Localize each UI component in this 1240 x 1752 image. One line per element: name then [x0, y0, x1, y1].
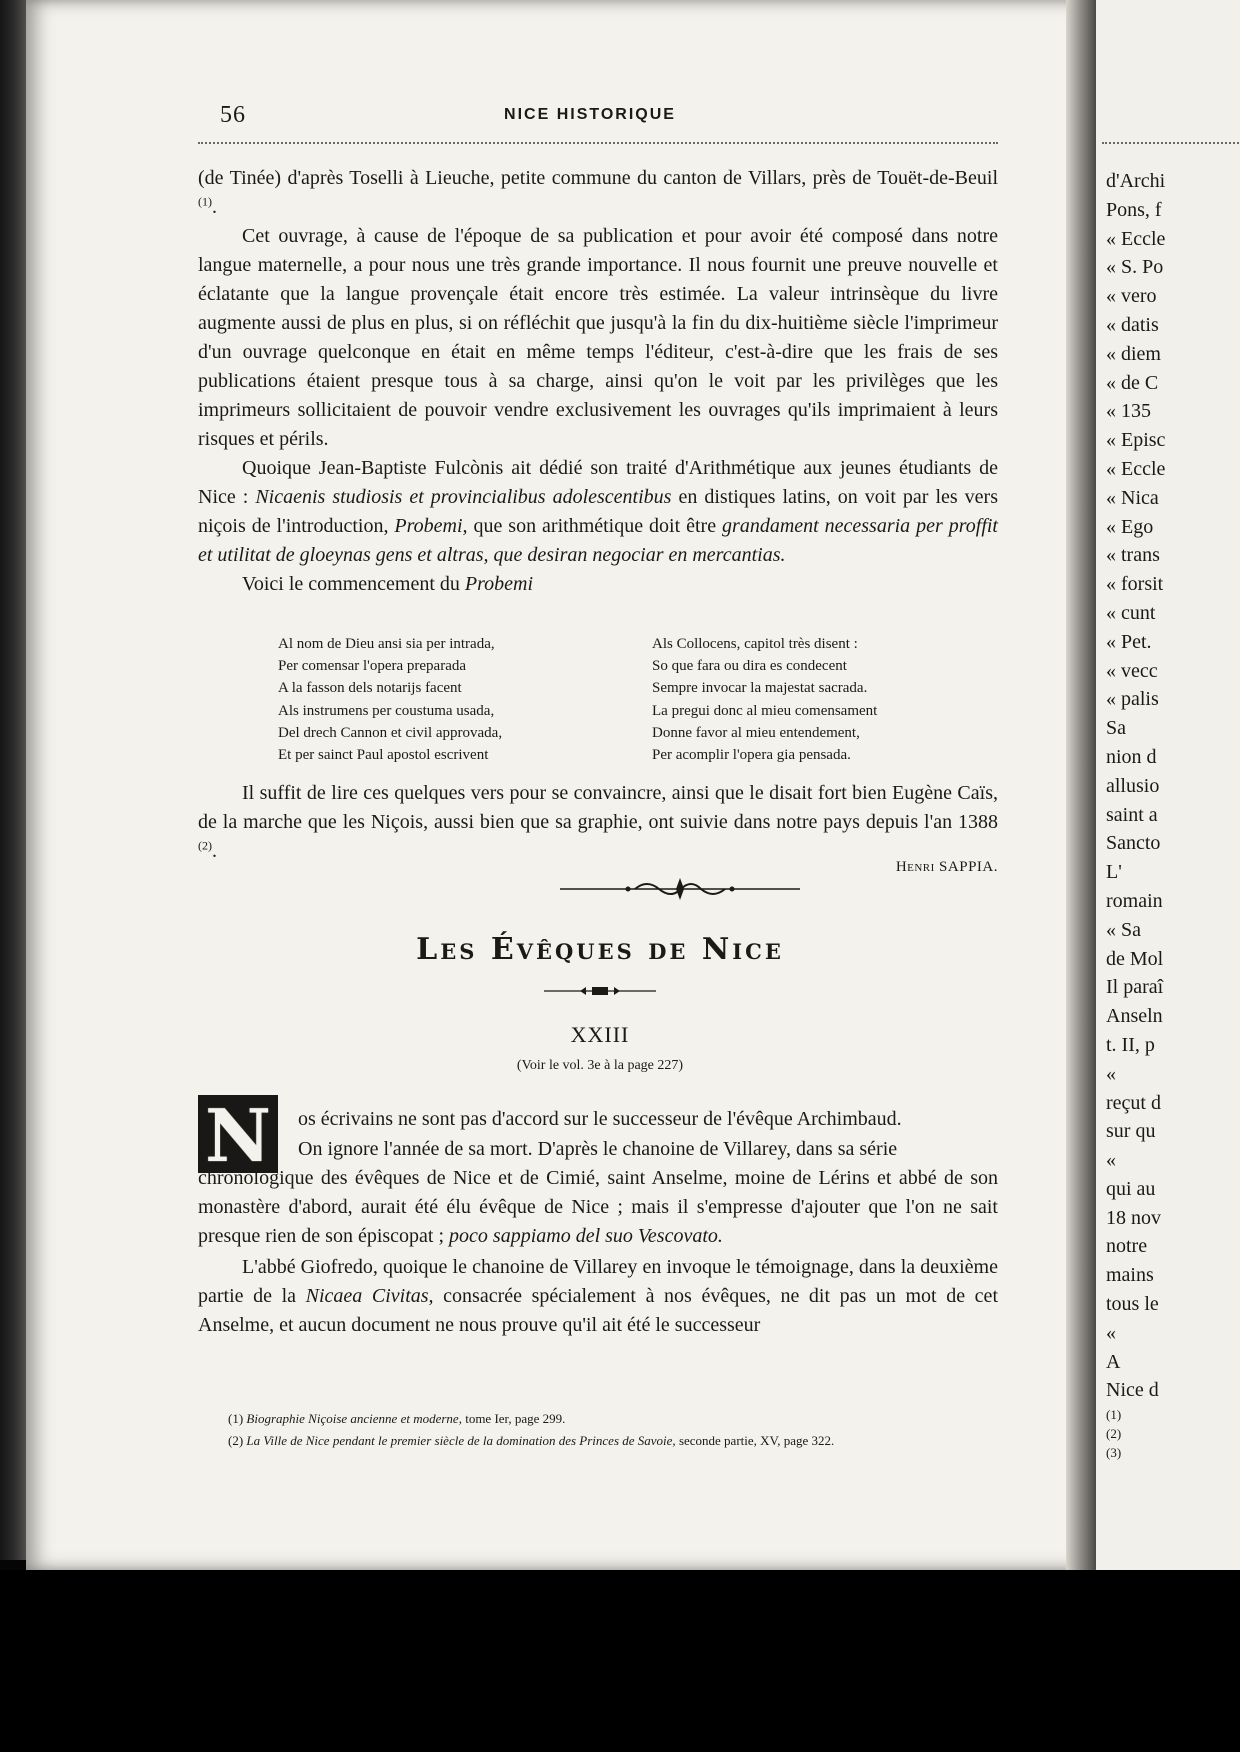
footnote: [228, 1408, 1008, 1430]
italic-title: Probemi: [464, 573, 534, 595]
next-page-line: « Sa: [1106, 918, 1141, 941]
chapter-reference: (Voir le vol. 3e à la page 227): [516, 1058, 684, 1073]
paragraph-text: Il suffit de lire ces quelques vers pour se convaincre, ainsi que le disait fort bien Eugène Caïs, de la marche que les Niçois, aussi bien que sa graphie, ont suivie dans notre pays depuis l'an 1388: [198, 782, 998, 833]
paragraph: [198, 454, 998, 570]
next-page-line: mains: [1106, 1264, 1154, 1287]
next-page-line: notre: [1106, 1235, 1148, 1258]
verse-line: A la fasson dels notarijs facent: [278, 680, 462, 697]
footnote-text: seconde partie, XV, page 322.: [675, 1433, 835, 1448]
footnote-number: (1): [228, 1411, 244, 1426]
verse-line: Del drech Cannon et civil approvada,: [278, 724, 503, 741]
next-page-line: A: [1106, 1350, 1121, 1373]
next-page-line: « Episc: [1106, 429, 1166, 452]
next-page-line: Anseln: [1106, 1005, 1163, 1028]
next-page-text-fragments: [1106, 167, 1165, 1462]
next-page-line: « de C: [1106, 371, 1159, 394]
verse-line: Donne favor al mieu entendement,: [652, 724, 860, 741]
next-page-line: allusio: [1106, 774, 1160, 797]
next-page-line: reçut d: [1106, 1091, 1161, 1114]
next-page-line: Il paraî: [1106, 976, 1164, 999]
next-page-line: (1): [1106, 1407, 1122, 1423]
page-number: 56: [220, 102, 246, 128]
verse-line: La pregui donc al mieu comensament: [652, 702, 878, 719]
paragraph: [198, 779, 998, 866]
paragraph-text: chronologique des évêques de Nice et de Cimié, saint Anselme, moine de Lérins et abbé de son monastère d'abord, aurait été élu évêque de Nice ; mais il s'empresse d'ajouter que l'on ne sait presque rien de son épiscopat ;: [198, 1167, 998, 1247]
verse-line: Et per sainct Paul apostol escrivent: [278, 747, 489, 764]
next-page-line: sur qu: [1106, 1120, 1156, 1143]
next-page-line: « Pet.: [1106, 630, 1152, 653]
next-page-line: « cunt: [1106, 601, 1156, 624]
latin-phrase: Nicaenis studiosis et provincialibus adolescentibus: [255, 486, 672, 508]
verse-column-right: [652, 633, 992, 766]
paragraph-text: consacrée spécialement à nos évêques, ne dit pas un mot de cet Anselme, et aucun document ne nous prouve qu'il ait été le successeur: [198, 1285, 998, 1336]
chapter-number: XXIII: [570, 1022, 630, 1047]
book-gutter: [1066, 0, 1100, 1570]
italic-title: Probemi,: [394, 515, 468, 537]
next-page-head-rule: [1102, 142, 1240, 144]
next-page-line: romain: [1106, 889, 1163, 912]
initial-letter: N: [205, 1093, 271, 1178]
running-title: NICE HISTORIQUE: [504, 106, 676, 123]
paragraph-text: Voici le commencement du: [242, 573, 465, 595]
next-page-line: de Mol: [1106, 947, 1164, 970]
next-page-line: «: [1106, 1149, 1116, 1172]
paragraph: [198, 1253, 998, 1340]
footnote-title: Biographie Niçoise ancienne et moderne,: [246, 1411, 462, 1426]
next-page-line: 18 nov: [1106, 1206, 1161, 1229]
first-lines-beside-initial: [298, 1104, 998, 1164]
header-rule: [198, 142, 998, 144]
italic-title: Nicaea Civitas,: [305, 1285, 434, 1307]
italian-quote: poco sappiamo del suo Vescovato.: [449, 1225, 723, 1247]
verse-line: Al nom de Dieu ansi sia per intrada,: [278, 636, 495, 652]
next-page-line: nion d: [1106, 745, 1157, 768]
footnote: [228, 1430, 1008, 1452]
decorated-initial: [198, 1093, 278, 1178]
next-page-line: d'Archi: [1106, 170, 1166, 192]
next-page-line: L': [1106, 861, 1122, 884]
text-block-bishops: [198, 1164, 998, 1340]
next-page-line: « Eccle: [1106, 457, 1166, 480]
text-block-intro: [198, 164, 998, 599]
verse-column-left: [278, 633, 658, 766]
next-page-line: « Eccle: [1106, 227, 1166, 250]
next-page-line: (2): [1106, 1426, 1122, 1442]
next-page-line: « diem: [1106, 342, 1161, 365]
next-page-line: « datis: [1106, 313, 1159, 336]
paragraph-end: .: [212, 840, 217, 862]
footnote-text: tome Ier, page 299.: [461, 1411, 566, 1426]
next-page-line: « 135: [1106, 400, 1151, 423]
next-page-line: « Nica: [1106, 486, 1159, 509]
next-page-line: Pons, f: [1106, 198, 1162, 221]
next-page-line: « vero: [1106, 285, 1157, 308]
next-page-line: « palis: [1106, 688, 1159, 711]
paragraph-text: (de Tinée) d'après Toselli à Lieuche, petite commune du canton de Villars, près de Touët-de-Beuil: [198, 167, 998, 189]
next-page-line: tous le: [1106, 1293, 1159, 1316]
footnotes: [228, 1408, 1008, 1452]
next-page-line: Sancto: [1106, 832, 1161, 855]
verse-line: Als instrumens per coustuma usada,: [278, 702, 495, 719]
verse-line: Per acomplir l'opera gia pensada.: [652, 747, 851, 764]
verse-line: So que fara ou dira es condecent: [652, 658, 847, 675]
paragraph: Cet ouvrage, à cause de l'époque de sa publication et pour avoir été composé dans notre langue maternelle, a pour nous une très grande importance. Il nous fournit une preuve nouvelle et éclatante que la langue provençale était encore très estimée. La valeur intrinsèque du livre augmente aussi de plus en plus, si on réfléchit que jusqu'à la fin du dix-huitième siècle l'imprimeur d'un ouvrage quelconque en était en même temps l'éditeur, c'est-à-dire que les frais de ses publications étaient presque tous à sa charge, ainsi qu'on le voit par les privilèges que les imprimeurs sollicitaient de pouvoir vendre exclusivement les ouvrages qu'ils imprimaient à leurs risques et périls.: [198, 225, 998, 450]
paragraph: [198, 164, 998, 222]
next-page-line: « forsit: [1106, 573, 1164, 596]
verse-line: Per comensar l'opera preparada: [278, 658, 467, 675]
next-page-line: saint a: [1106, 803, 1158, 826]
next-page-line: «: [1106, 1062, 1116, 1085]
next-page-line: Sa: [1106, 717, 1126, 740]
quoted-phrase: grandament necessaria per proffit et utilitat de gloeynas gens et altras, que desiran negociar en mercantias.: [198, 515, 998, 566]
footnote-number: (2): [228, 1433, 244, 1448]
next-page-line: Nice d: [1106, 1379, 1159, 1402]
next-page-line: qui au: [1106, 1177, 1156, 1200]
footnote-title: La Ville de Nice pendant le premier siècle de la domination des Princes de Savoie,: [246, 1433, 676, 1448]
footnote-ref: (1): [198, 194, 212, 209]
section-title: Les Évêques de Nice: [416, 932, 784, 967]
next-page-line: « vecc: [1106, 659, 1158, 682]
text-block-conclusion: [198, 779, 998, 866]
verse-line: Sempre invocar la majestat sacrada.: [652, 680, 868, 697]
paragraph-end: .: [212, 196, 217, 218]
book-page-right-partial: [1096, 0, 1240, 1575]
paragraph: [198, 570, 998, 599]
next-page-line: «: [1106, 1321, 1116, 1344]
paragraph-text: en distiques latins, on voit par les vers niçois de l'introduction,: [198, 486, 999, 537]
paragraph: [198, 1164, 998, 1251]
scanner-bottom-margin: [0, 1570, 1240, 1752]
next-page-line: (3): [1106, 1445, 1122, 1461]
next-page-line: t. II, p: [1106, 1033, 1155, 1056]
verse-line: Als Collocens, capitol très disent :: [652, 636, 858, 652]
small-ornament-icon: [544, 984, 656, 998]
paragraph-text: que son arithmétique doit être: [467, 515, 723, 537]
next-page-line: « S. Po: [1106, 256, 1164, 279]
text-line: os écrivains ne sont pas d'accord sur le successeur de l'évêque Archimbaud.: [298, 1108, 902, 1130]
text-line: On ignore l'année de sa mort. D'après le chanoine de Villarey, dans sa série: [298, 1138, 898, 1160]
next-page-line: « Ego: [1106, 515, 1154, 538]
paragraph-text: Quoique Jean-Baptiste Fulcònis ait dédié son traité d'Arithmétique aux jeunes étudiants de Nice :: [198, 457, 998, 508]
paragraph-text: L'abbé Giofredo, quoique le chanoine de Villarey en invoque le témoignage, dans la deuxième partie de la: [198, 1256, 998, 1307]
author-signature: Henri SAPPIA.: [895, 859, 998, 875]
footnote-ref: (2): [198, 838, 212, 853]
ornament-divider-icon: [560, 876, 800, 902]
next-page-line: « trans: [1106, 544, 1160, 567]
